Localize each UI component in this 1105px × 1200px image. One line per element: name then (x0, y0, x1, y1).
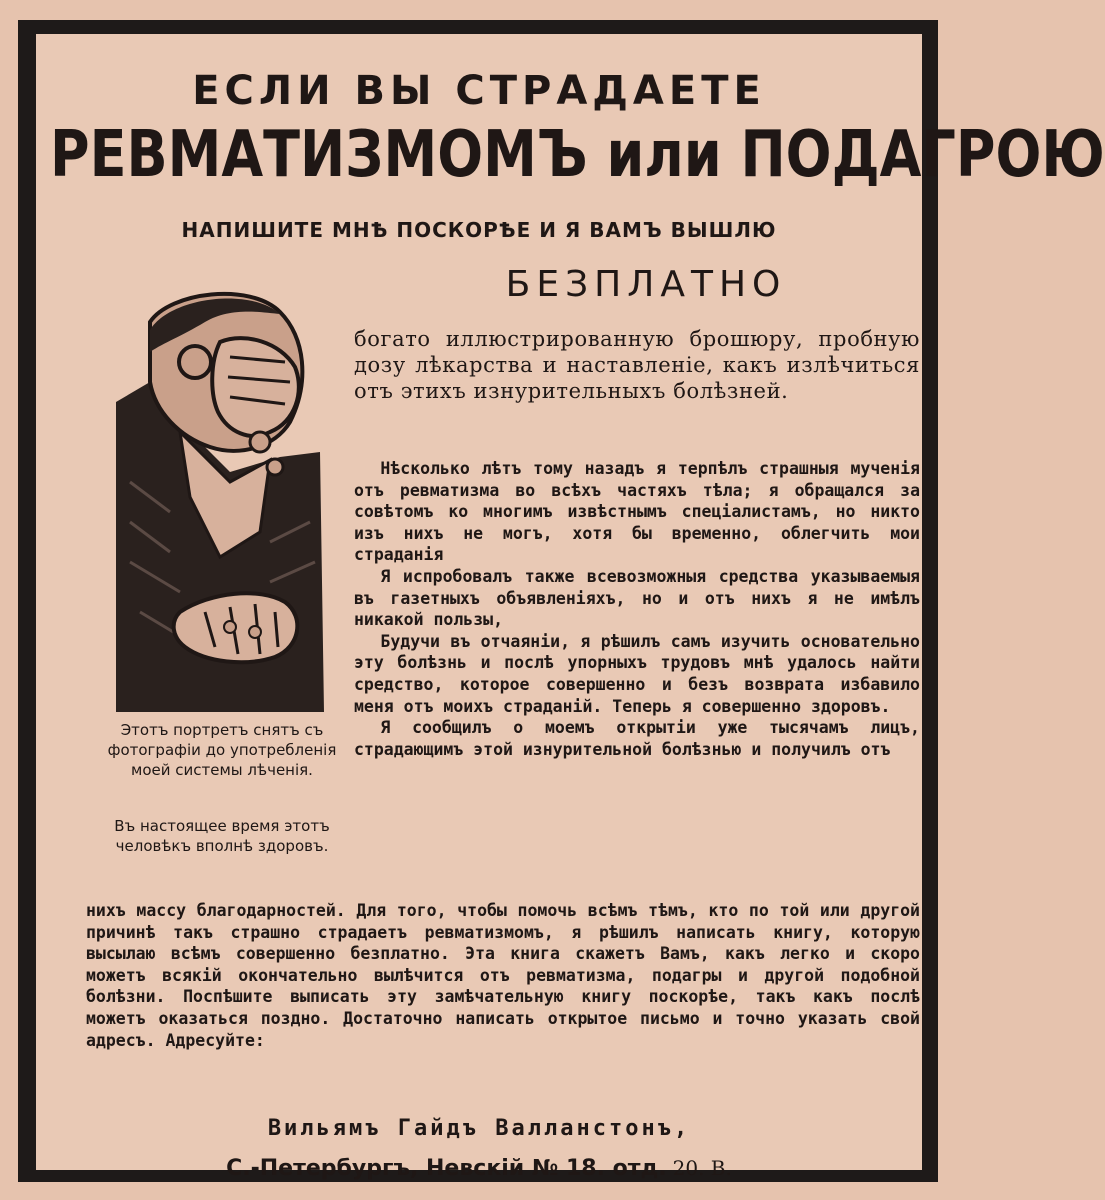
address (36, 1156, 922, 1181)
portrait-illustration (110, 282, 330, 712)
body-paragraph-1: Нѣсколько лѣтъ тому назадъ я терпѣлъ страшныя мученія отъ ревматизма во всѣхъ частяхъ тѣла; я обращался за совѣтомъ ко многимъ извѣстнымъ спеціалистамъ, но никто изъ нихъ не могъ, хотя бы временно, облегчить мои страданія (354, 459, 920, 565)
advertisement-frame (18, 20, 1105, 1182)
body-paragraph-4a: Я сообщилъ о моемъ открытіи уже тысячамъ лицъ, страдающимъ этой изнурительной болѣзнью и получилъ отъ (354, 718, 920, 759)
headline-line3: НАПИШИТЕ МНѢ ПОСКОРѢЕ И Я ВАМЪ ВЫШЛЮ (181, 218, 777, 242)
headline-line4: БЕЗПЛАТНО (505, 264, 787, 305)
portrait-caption-1: Этотъ портретъ снятъ съ фотографіи до употребленія моей системы лѣченія. (107, 721, 337, 779)
intro-text: богато иллюстрированную брошюру, пробную дозу лѣкарства и наставленіе, какъ излѣчиться отъ этихъ изнурительныхъ болѣзней. (354, 327, 920, 403)
signature: Вильямъ Гайдъ Валланстонъ, (267, 1116, 691, 1141)
headline-line2: РЕВМАТИЗМОМЪ или ПОДАГРОЮ (50, 117, 1105, 192)
body-paragraph-3: Будучи въ отчаяніи, я рѣшилъ самъ изучить основательно эту болѣзнь и послѣ упорныхъ трудовъ мнѣ удалось найти средство, которое совершенно и безъ возврата избавило меня отъ моихъ страданій. Теперь я совершенно здоровъ. (354, 631, 920, 716)
headline-line1: ЕСЛИ ВЫ СТРАДАЕТЕ (192, 68, 766, 114)
body-wide (86, 900, 920, 1051)
address-dept: 20. В. (672, 1156, 732, 1180)
body-paragraph-2: Я испробовалъ также всевозможныя средства указываемыя въ газетныхъ объявленіяхъ, но и отъ нихъ я не имѣлъ никакой пользы, (354, 566, 920, 630)
portrait-caption-2: Въ настоящее время этотъ человѣкъ вполнѣ здоровъ. (114, 817, 330, 855)
body-paragraph-4b: нихъ массу благодарностей. Для того, чтобы помочь всѣмъ тѣмъ, кто по той или другой причинѣ такъ страшно страдаетъ ревматизмомъ, я рѣшилъ написать книгу, которую высылаю всѣмъ совершенно безплатно. Эта книга скажетъ Вамъ, какъ легко и скоро можетъ всякій окончательно вылѣчится отъ ревматизма, подагры и другой подобной болѣзни. Поспѣшите выписать эту замѣчательную книгу поскорѣе, такъ какъ послѣ можетъ оказаться поздно. Достаточно написать открытое письмо и точно указать свой адресъ. Адресуйте: (86, 901, 920, 1050)
address-text: С.-Петербургъ, Невскій № 18. отд. (226, 1156, 667, 1181)
body-column (354, 458, 920, 760)
